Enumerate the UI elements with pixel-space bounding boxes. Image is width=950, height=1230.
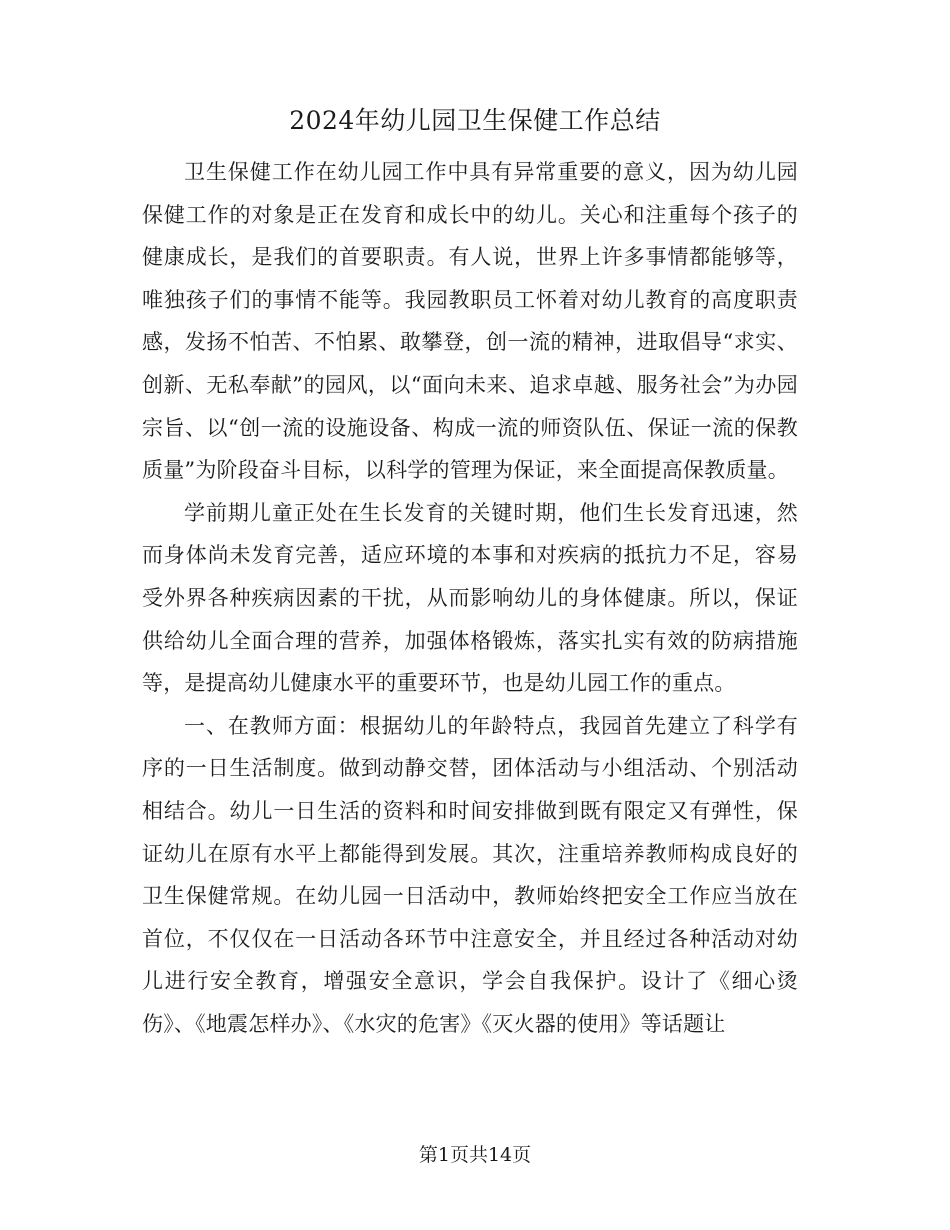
document-title: 2024年幼儿园卫生保健工作总结 (289, 106, 661, 135)
paragraph-preschool-health: 学前期儿童正处在生长发育的关键时期，他们生长发育迅速，然而身体尚未发育完善，适应环境的本事和对疾病的抵抗力不足，容易受外界各种疾病因素的干扰，从而影响幼儿的身体健康。所以，保证供给幼儿全面合理的营养，加强体格锻炼，落实扎实有效的防病措施等，是提高幼儿健康水平的重要环节，也是幼儿园工作的重点。 (142, 500, 798, 696)
page-number: 第1页共14页 (418, 1144, 532, 1166)
paragraph-intro: 卫生保健工作在幼儿园工作中具有异常重要的意义，因为幼儿园保健工作的对象是正在发育和成长中的幼儿。关心和注重每个孩子的健康成长，是我们的首要职责。有人说，世界上许多事情都能够等，唯独孩子们的事情不能等。我园教职员工怀着对幼儿教育的高度职责感，发扬不怕苦、不怕累、敢攀登，创一流的精神，进取倡导“求实、创新、无私奉献”的园风，以“面向未来、追求卓越、服务社会”为办园宗旨、以“创一流的设施设备、构成一流的师资队伍、保证一流的保教质量”为阶段奋斗目标，以科学的管理为保证，来全面提高保教质量。 (142, 160, 798, 483)
paragraph-teacher-section: 一、在教师方面：根据幼儿的年龄特点，我园首先建立了科学有序的一日生活制度。做到动静交替，团体活动与小组活动、个别活动相结合。幼儿一日生活的资料和时间安排做到既有限定又有弹性，保证幼儿在原有水平上都能得到发展。其次，注重培养教师构成良好的卫生保健常规。在幼儿园一日活动中，教师始终把安全工作应当放在首位，不仅仅在一日活动各环节中注意安全，并且经过各种活动对幼儿进行安全教育，增强安全意识，学会自我保护。设计了《细心烫伤》、《地震怎样办》、《水灾的危害》《灭火器的使用》等话题让 (142, 713, 798, 1036)
document-body (142, 151, 798, 1045)
